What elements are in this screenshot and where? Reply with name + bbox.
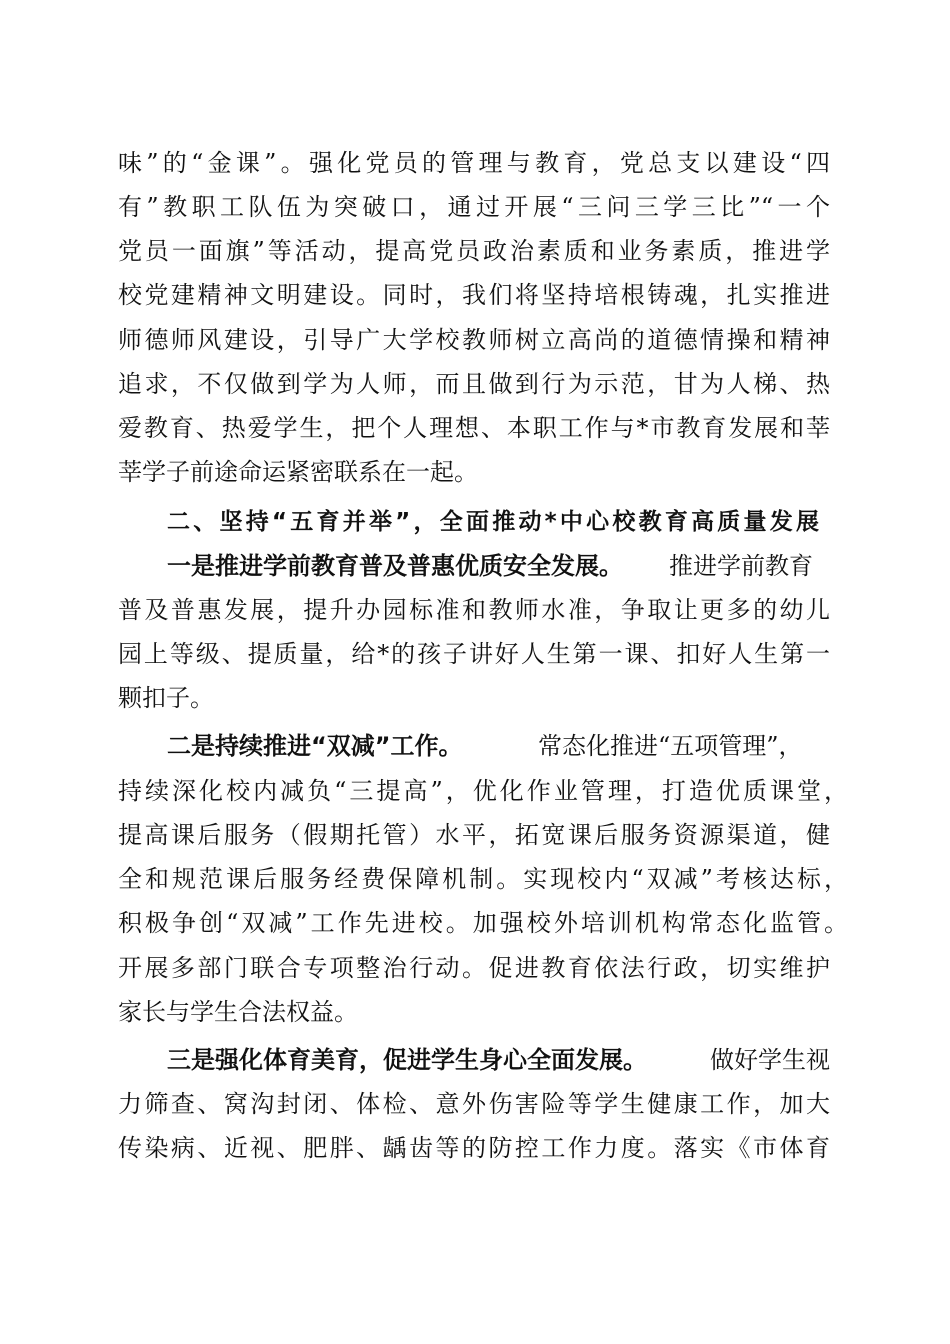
para1-line-2: 有”教职工队伍为突破口，通过开展“三问三学三比”“一个 xyxy=(118,193,830,221)
paragraph-line xyxy=(0,408,950,448)
paragraph-line xyxy=(0,678,950,718)
para2-line-3: 园上等级、提质量，给*的孩子讲好人生第一课、扣好人生第一 xyxy=(118,640,830,668)
paragraph-line xyxy=(0,771,950,811)
para3-line-2: 持续深化校内减负“三提高”，优化作业管理，打造优质课堂， xyxy=(118,777,848,805)
para4-line-1: 做好学生视 xyxy=(710,1046,830,1074)
para2-lead: 一是推进学前教育普及普惠优质安全发展。 xyxy=(167,552,623,580)
paragraph-line xyxy=(0,815,950,855)
paragraph-line xyxy=(0,275,950,315)
para3-line-4: 全和规范课后服务经费保障机制。实现校内“双减”考核达标， xyxy=(118,865,848,893)
paragraph-line xyxy=(0,634,950,674)
para1-line-7: 爱教育、热爱学生，把个人理想、本职工作与*市教育发展和莘 xyxy=(118,414,830,442)
section-heading xyxy=(0,502,950,542)
para3-line-6: 开展多部门联合专项整治行动。促进教育依法行政，切实维护 xyxy=(118,954,830,982)
paragraph-line xyxy=(0,231,950,271)
para1-line-5: 师德师风建设，引导广大学校教师树立高尚的道德情操和精神 xyxy=(118,326,830,354)
paragraph-line xyxy=(0,948,950,988)
paragraph-line xyxy=(0,546,950,586)
paragraph-line xyxy=(0,320,950,360)
paragraph-line xyxy=(0,590,950,630)
paragraph-line xyxy=(0,143,950,183)
para3-lead: 二是持续推进“双减”工作。 xyxy=(167,732,463,760)
paragraph-line xyxy=(0,364,950,404)
para3-line-5: 积极争创“双减”工作先进校。加强校外培训机构常态化监管。 xyxy=(118,909,848,937)
para1-line-8: 莘学子前途命运紧密联系在一起。 xyxy=(118,458,478,486)
para1-line-4: 校党建精神文明建设。同时，我们将坚持培根铸魂，扎实推进 xyxy=(118,281,830,309)
paragraph-line xyxy=(0,992,950,1032)
para3-line-7: 家长与学生合法权益。 xyxy=(118,998,358,1026)
para4-line-3: 传染病、近视、肥胖、龋齿等的防控工作力度。落实《市体育 xyxy=(118,1134,830,1162)
paragraph-line xyxy=(0,1040,950,1080)
para3-line-1: 常态化推进“五项管理”， xyxy=(538,732,803,760)
paragraph-line xyxy=(0,903,950,943)
paragraph-line xyxy=(0,726,950,766)
section2-heading: 二、坚持“五育并举”，全面推动*中心校教育高质量发展 xyxy=(167,509,819,535)
para1-line-3: 党员一面旗”等活动，提高党员政治素质和业务素质，推进学 xyxy=(118,237,830,265)
para2-line-4: 颗扣子。 xyxy=(118,684,214,712)
para2-line-2: 普及普惠发展，提升办园标准和教师水准，争取让更多的幼儿 xyxy=(118,596,830,624)
paragraph-line xyxy=(0,1084,950,1124)
paragraph-line xyxy=(0,1128,950,1168)
para1-line-6: 追求，不仅做到学为人师，而且做到行为示范，甘为人梯、热 xyxy=(118,370,830,398)
paragraph-line xyxy=(0,187,950,227)
para4-line-2: 力筛查、窝沟封闭、体检、意外伤害险等学生健康工作，加大 xyxy=(118,1090,830,1118)
paragraph-line xyxy=(0,452,950,492)
para4-lead: 三是强化体育美育，促进学生身心全面发展。 xyxy=(167,1046,647,1074)
para2-line-1: 推进学前教育 xyxy=(669,552,813,580)
paragraph-line xyxy=(0,859,950,899)
para3-line-3: 提高课后服务（假期托管）水平，拓宽课后服务资源渠道，健 xyxy=(118,821,830,849)
para1-line-1: 味”的“金课”。强化党员的管理与教育，党总支以建设“四 xyxy=(118,149,830,177)
